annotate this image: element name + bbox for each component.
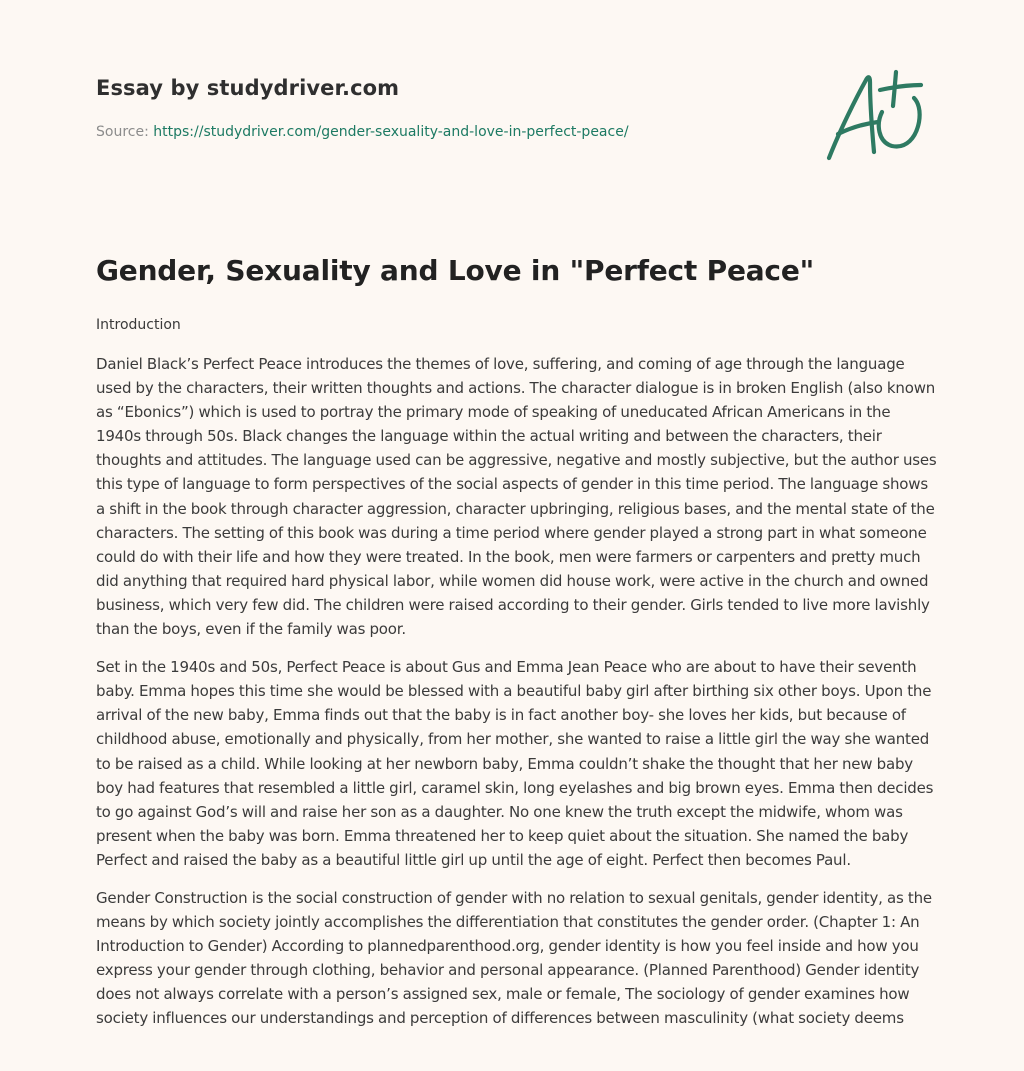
source-label: Source:: [96, 124, 149, 140]
source-link[interactable]: https://studydriver.com/gender-sexuality-and-love-in-perfect-peace/: [153, 124, 629, 140]
essay-paragraph: Set in the 1940s and 50s, Perfect Peace is about Gus and Emma Jean Peace who are about to have their seventh baby. Emma hopes this time she would be blessed with a beautiful baby girl after birthing six other boys. Upon the arrival of the new baby, Emma finds out that the baby is in fact another boy- she loves her kids, but because of childhood abuse, emotionally and physically, from her mother, she wanted to raise a little girl the way she wanted to be raised as a child. While looking at her newborn baby, Emma couldn’t shake the thought that her new baby boy had features that resembled a little girl, caramel skin, long eyelashes and big brown eyes. Emma then decides to go against God’s will and raise her son as a daughter. No one knew the truth except the midwife, whom was present when the baby was born. Emma threatened her to keep quiet about the situation. She named the baby Perfect and raised the baby as a beautiful little girl up until the age of eight. Perfect then becomes Paul.: [96, 658, 934, 869]
logo-circle-stroke: [879, 98, 920, 146]
essay-paragraph: Gender Construction is the social construction of gender with no relation to sexual genitals, gender identity, as the means by which society jointly accomplishes the differentiation that constitutes the gender order. (Chapter 1: An Introduction to Gender) According to plannedparenthood.org, gender identity is how you feel inside and how you express your gender through clothing, behavior and personal appearance. (Planned Parenthood) Gender identity does not always correlate with a person’s assigned sex, male or female, The sociology of gender examines how society influences our understandings and perception of differences between masculinity (what society deems: [96, 888, 932, 1028]
source-line: [96, 124, 629, 140]
essay-title: Gender, Sexuality and Love in "Perfect Peace": [96, 254, 815, 287]
logo-plus-horizontal: [880, 85, 921, 90]
essay-body: [96, 352, 938, 1045]
logo-letter-a-stroke: [829, 77, 874, 158]
section-heading: Introduction: [96, 317, 181, 333]
site-brand: Essay by studydriver.com: [96, 76, 400, 100]
essay-paragraph: Daniel Black’s Perfect Peace introduces the themes of love, suffering, and coming of age through the language used by the characters, their written thoughts and actions. The character dialogue is in broken English (also known as “Ebonics”) which is used to portray the primary mode of speaking of uneducated African Americans in the 1940s through 50s. Black changes the language within the actual writing and between the characters, their thoughts and attitudes. The language used can be aggressive, negative and mostly subjective, but the author uses this type of language to form perspectives of the social aspects of gender in this time period. The language shows a shift in the book through character aggression, character upbringing, religious bases, and the mental state of the characters. The setting of this book was during a time period where gender played a strong part in what someone could do with their life and how they were treated. In the book, men were farmers or carpenters and pretty much did anything that required hard physical labor, while women did house work, were active in the church and owned business, which very few did. The children were raised according to their gender. Girls tended to live more lavishly than the boys, even if the family was poor.: [96, 355, 937, 639]
a-plus-grade-icon: [822, 68, 928, 164]
